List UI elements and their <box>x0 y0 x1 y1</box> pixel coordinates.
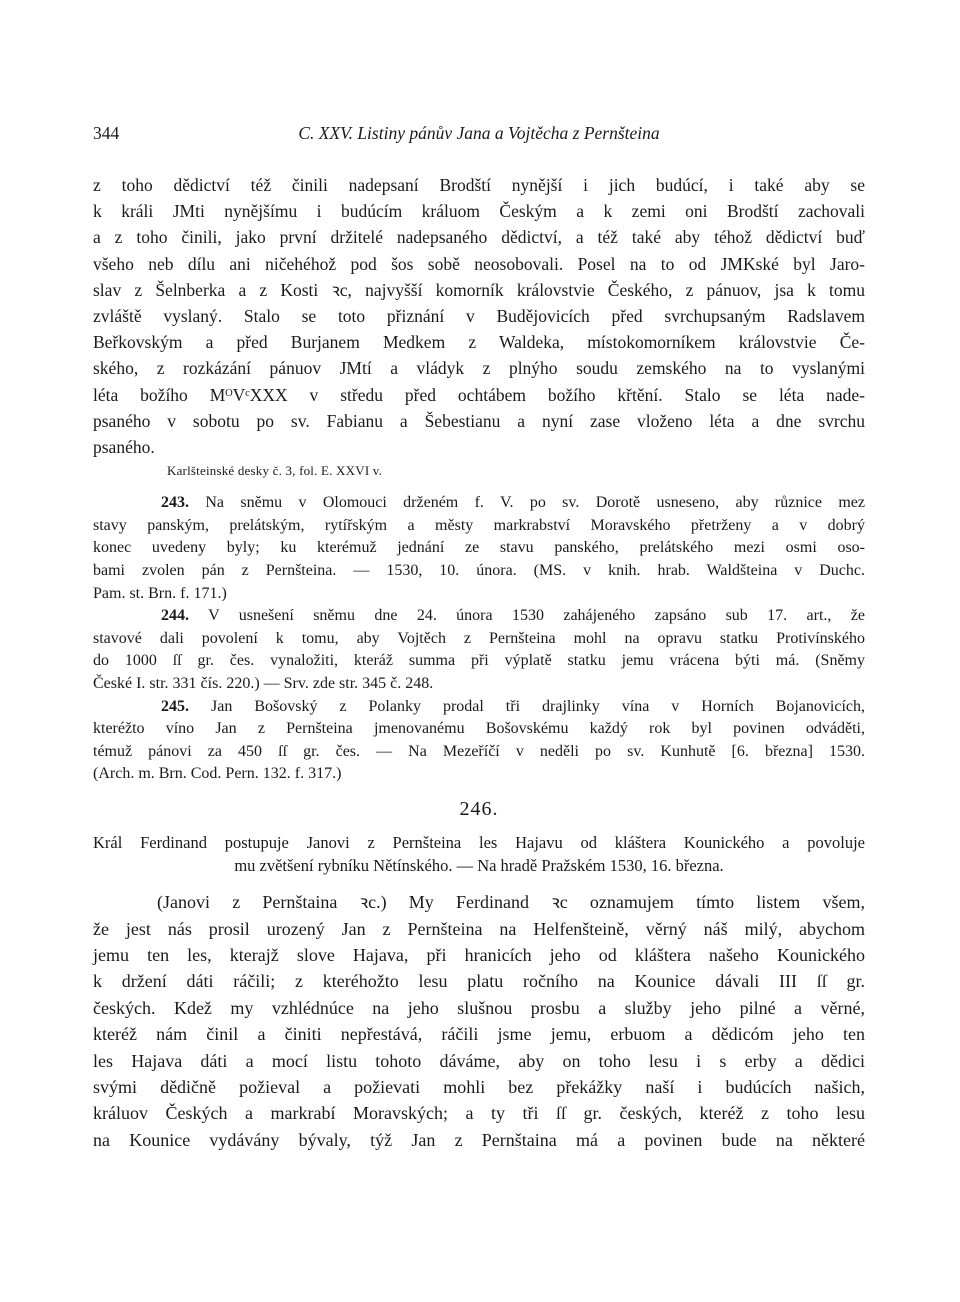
text-line: zvláště vyslaný. Stalo se toto přiznání v Budějovicích před svrchupsaným Radslavem <box>93 306 865 327</box>
regest-line <box>93 605 865 628</box>
source-note: Karlšteinské desky č. 3, fol. E. XXVI v. <box>167 463 383 479</box>
regest-line: České I. str. 331 čís. 220.) — Srv. zde str. 345 č. 248. <box>93 674 434 692</box>
document-line: (Janovi z Pernštaina ꝛc.) My Ferdinand ꝛc oznamujem tímto listem všem, <box>157 892 865 913</box>
regest-line: do 1000 ſſ gr. čes. vynaložiti, kteráž summa při výplatě statku jemu vrácena býti má. (Sněmy <box>93 652 865 670</box>
regest-number: 245. <box>161 697 189 715</box>
text-line: ského, z rozkázání pánuov JMtí a vládyk z plnýho soudu zemského na to vyslanými <box>93 358 865 379</box>
regest-244 <box>93 605 865 695</box>
regest-number: 244. <box>161 607 189 625</box>
intro-paragraph <box>93 172 865 460</box>
regest-line: Pam. st. Brn. f. 171.) <box>93 584 227 602</box>
document-line: králuov Českých a markrabí Moravských; a ty tři ſſ gr. českých, kteréž z toho lesu <box>93 1103 865 1124</box>
regest-line <box>93 492 865 515</box>
text-line: z toho dědictví též činili nadepsaní Brodští nynější i jich budúcí, i také aby se <box>93 175 865 195</box>
text-line: a z toho činili, jako první držitelé nadepsaného dědictví, a též také aby téhož dědictví buď <box>93 227 865 248</box>
regest-line: stavy panským, prelátským, rytířským a městy markrabství Moravského přetrženy a v dobrý <box>93 516 865 534</box>
text-line: všeho neb dílu ani ničehéhož pod šos sobě neosobovali. Posel na to od JMKské byl Jaro- <box>93 253 865 274</box>
document-text <box>93 889 865 1153</box>
summary-line: Král Ferdinand postupuje Janovi z Pernšteina les Hajavu od kláštera Kounického a povoluje <box>93 832 865 852</box>
text-line: léta božího MᴼVᶜXXX v středu před ochtábem božího křtění. Stalo se léta nade- <box>93 384 865 405</box>
document-line: že jest nás prosil urozený Jan z Pernšteina na Helfenšteině, věrný náš milý, abychom <box>93 918 865 939</box>
page-header <box>93 122 865 144</box>
regest-243 <box>93 492 865 605</box>
document-line: jemu ten les, kterajž slove Hajava, při hranicích jeho od kláštera našeho Kounického <box>93 944 865 965</box>
document-number: 246. <box>459 797 499 820</box>
text-line: k králi JMti nynějšímu i budúcím králuom Českým a k zemi oni Brodští zachovali <box>93 201 865 222</box>
page-number: 344 <box>93 123 120 143</box>
regest-line: témuž pánovi za 450 ſſ gr. čes. — Na Mezeříčí v neděli po sv. Kunhutě [6. března] 1530. <box>93 742 865 760</box>
document-line: les Hajava dáti a mocí listu tohoto dáváme, aby on toho lesu i s erby a dědici <box>93 1050 865 1071</box>
regest-text: V usnešení sněmu dne 24. února 1530 zahájeného zapsáno sub 17. art., že <box>208 607 865 625</box>
regest-line: kteréžto víno Jan z Pernšteina jmenovanému Bošovskému každý rok byl povinen odváděti, <box>93 720 865 738</box>
regest-line: stavové dali povolení k tomu, aby Vojtěch z Pernšteina mohl na opravu statku Protivínského <box>93 629 865 647</box>
regest-text: Na sněmu v Olomouci drženém f. V. po sv. Dorotě usneseno, aby různice mez <box>205 494 866 512</box>
text-line: Beřkovským a před Burjanem Medkem z Waldeka, místokomorníkem královstvie Če- <box>93 332 865 353</box>
document-line: kteréž nám činil a činiti nepřestává, ráčili jsme jemu, erbuom a dědicóm jeho ten <box>93 1024 865 1045</box>
document-line: českých. Kdež my vzhlédnúce na jeho slušnou prosbu a služby jeho pilné a věrné, <box>93 997 865 1018</box>
text-line: slav z Šelnberka a z Kosti ꝛc, najvyšší komorník královstvie Českého, z pánuov, jsa k tomu <box>93 279 865 300</box>
document-line: k držení dáti ráčili; z kteréhožto lesu platu ročního na Kounice dávali III ſſ gr. <box>93 971 865 992</box>
regest-number: 243. <box>161 494 189 512</box>
text-line: psaného. <box>93 437 155 458</box>
document-summary <box>93 832 865 877</box>
regest-text: Jan Bošovský z Polanky prodal tři drajlinky vína v Horních Bojanovicích, <box>211 697 866 715</box>
text-line: psaného v sobotu po sv. Fabianu a Šebestianu a nyní zase vloženo léta a dne svrchu <box>93 410 865 431</box>
regest-line: bami zvolen pán z Pernšteina. — 1530, 10. února. (MS. v knih. hrab. Waldšteina v Duchc. <box>93 562 865 580</box>
regest-line: konec uvedeny byly; ku kterémuž jednání ze stavu panského, prelátského mezi osmi oso- <box>93 539 865 557</box>
running-title: C. XXV. Listiny pánův Jana a Vojtěcha z Pernšteina <box>298 123 660 143</box>
regest-line: (Arch. m. Brn. Cod. Pern. 132. f. 317.) <box>93 765 342 783</box>
document-page <box>93 122 865 1153</box>
regest-line <box>93 696 865 719</box>
regest-245 <box>93 696 865 786</box>
summary-line: mu zvětšení rybníku Nětínského. — Na hradě Pražském 1530, 16. března. <box>234 855 724 875</box>
document-line: svými dědičně požieval a požievati mohli bez překážky naší i budúcích našich, <box>93 1076 865 1097</box>
document-line: na Kounice vydávány bývaly, týž Jan z Pernštaina má a povinen bude na některé <box>93 1129 865 1150</box>
